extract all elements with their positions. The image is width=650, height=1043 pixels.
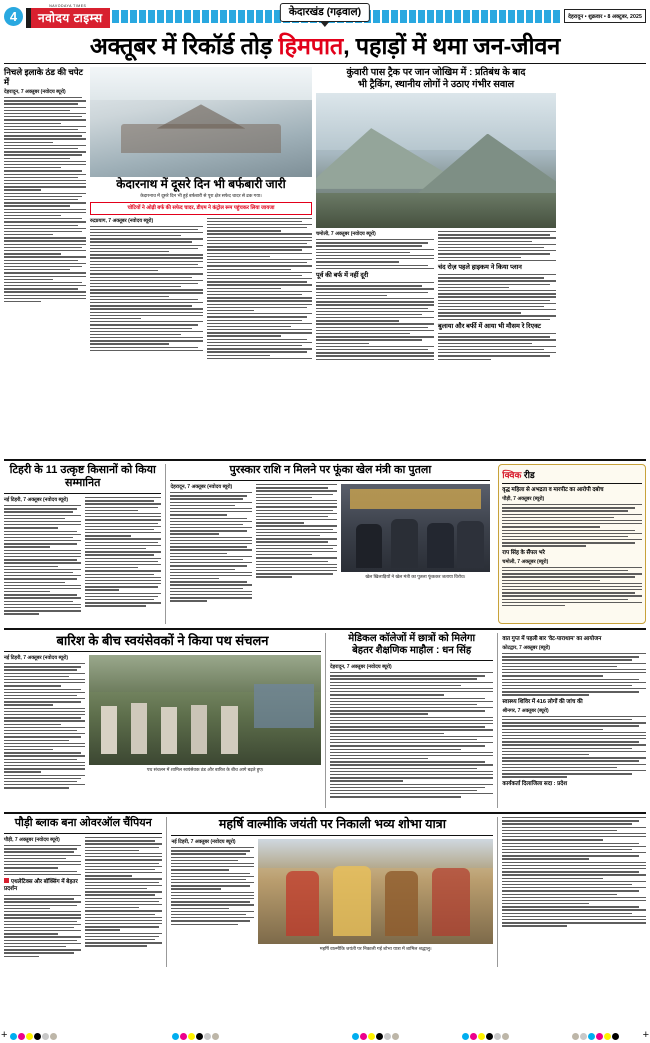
right-story-body-e	[438, 333, 556, 360]
top-section	[4, 67, 646, 455]
right-subhead-3: बुलाया और बर्फी में आया भी मौसम रे रिएक्ट	[438, 323, 541, 330]
quick-read-item-body	[502, 567, 642, 607]
mid-story-dateline: रुद्रप्रयाग, 7 अक्तूबर (नवोदय ब्यूरो)	[90, 217, 154, 224]
lower-section	[4, 633, 646, 808]
color-swatch-group	[572, 1033, 619, 1040]
masthead	[4, 4, 646, 28]
story-d	[325, 633, 493, 808]
story-a-body-a	[4, 505, 81, 615]
print-registration-bar	[0, 1027, 650, 1043]
story-e-subhead	[4, 878, 81, 893]
path-sanchalan-photo	[89, 655, 321, 765]
story-d-headline-line1: मेडिकल कॉलेजों में छात्रों को मिलेगा	[348, 633, 476, 644]
headline-part-1: अक्तूबर में रिकॉर्ड तोड़	[89, 33, 279, 59]
bullet-marker-icon	[4, 878, 9, 883]
quick-read-item-dateline: चमोली, 7 अक्तूबर (ब्यूरो)	[502, 558, 549, 565]
right-subhead-2: चंद रोज़ पहले हाइकम ने किया प्लान	[438, 264, 522, 272]
color-swatch-group	[462, 1033, 509, 1040]
crosshair-icon: +	[1, 1029, 8, 1041]
bottom-right-filler	[497, 817, 646, 967]
story-e-headline: पौड़ी ब्लाक बना ओवरऑल चैंपियन	[14, 817, 152, 829]
story-b-body-b	[256, 484, 337, 578]
story-f-body-a	[171, 847, 254, 925]
story-b-headline: पुरस्कार राशि न मिलने पर फूंका खेल मंत्री का पुतला	[229, 464, 432, 476]
headline-highlight: हिमपात	[278, 33, 344, 59]
publication-logo[interactable]	[26, 4, 110, 28]
quick-read-item-dateline: कोटद्वार, 7 अक्तूबर (ब्यूरो)	[502, 645, 551, 651]
quick-read-item-body	[502, 716, 646, 778]
bottom-section	[4, 817, 646, 967]
crosshair-icon: +	[642, 1029, 649, 1041]
color-swatch-group	[172, 1033, 219, 1040]
quick-read-item-headline: कार्यकर्ता दिलाजिला सदा : प्रदेश	[502, 780, 568, 787]
dateline-box: देहरादून • शुक्रवार • 8 अक्टूबर, 2025	[564, 9, 646, 23]
story-d-body	[330, 672, 493, 798]
mid-photo-headline: केदारनाथ में दूसरे दिन भी बर्फबारी जारी	[116, 177, 286, 191]
story-c-caption: पथ संचलन में शामिल स्वयंसेवक ठंड और बारिश के बीच आगे बढ़ते हुए।	[146, 766, 264, 772]
top-left-column	[4, 67, 86, 455]
color-swatch-group	[352, 1033, 399, 1040]
quick-read-item[interactable]	[502, 487, 642, 547]
story-e-body-b	[4, 895, 81, 957]
mid-red-banner: चोटियों ने ओढ़ी बर्फ की सफेद चादर, डीएम ने कंट्रोल रूम पहुंचकर लिया जायजा	[90, 202, 312, 215]
story-a-dateline: नई टिहरी, 7 अक्तूबर (नवोदय ब्यूरो)	[4, 497, 69, 503]
right-story-body-c	[438, 231, 556, 261]
middle-section	[4, 464, 646, 624]
story-d-headline-line2: बेहतर शैक्षणिक माहौल : धन सिंह	[352, 645, 472, 656]
quick-read-continued	[497, 633, 646, 808]
quick-read-item-headline: राप सिंह के सैंपल भरे	[502, 549, 545, 556]
quick-read-item-headline: स्वास्थ्य शिविर में 416 लोगों की जांच की	[502, 698, 583, 705]
logo-tagline: NAVODAYA TIMES	[49, 4, 87, 8]
right-story-headline-line1: कुंवारी पास ट्रैक पर जान जोखिम में : प्रतिबंध के बाद	[346, 67, 526, 78]
page-number-badge: 4	[4, 7, 23, 26]
mid-photo-caption: केदारनाथ में दूसरे दिन भी हुई बर्फबारी से पूरा क्षेत्र सफेद चादर से ढक गया।	[140, 192, 262, 198]
top-right-column	[316, 67, 556, 455]
story-a-headline: टिहरी के 11 उत्कृष्ट किसानों को किया सम्मानित	[9, 464, 156, 489]
right-story-dateline: चमोली, 7 अक्तूबर (नवोदय ब्यूरो)	[316, 231, 376, 237]
story-f-headline: महर्षि वाल्मीकि जयंती पर निकाली भव्य शोभा यात्रा	[218, 817, 446, 831]
story-e-body-c	[85, 837, 162, 947]
color-swatch-group	[10, 1033, 57, 1040]
section-divider-3	[4, 812, 646, 814]
story-e-dateline: पौड़ी, 7 अक्तूबर (नवोदय ब्यूरो)	[4, 837, 60, 843]
story-c-body-a	[4, 663, 85, 789]
kedarnath-snow-photo	[90, 67, 312, 177]
headline-rule	[4, 63, 646, 64]
mid-story-body-a	[90, 226, 203, 352]
headline-part-2: , पहाड़ों में थमा जन-जीवन	[343, 33, 561, 59]
quick-read-item-dateline: पौड़ी, 7 अक्तूबर (ब्यूरो)	[502, 496, 545, 502]
right-story-body-b	[316, 282, 434, 360]
quick-read-title-rest: रीड	[521, 470, 535, 480]
right-story-body-d	[438, 274, 556, 320]
quick-read-item[interactable]	[502, 699, 646, 778]
story-a	[4, 464, 161, 624]
left-story-body	[4, 97, 86, 302]
page-title	[4, 31, 646, 61]
quick-read-item-headline: वृद्ध महिला से अभद्रता व मारपीट का आरोपी दबोच	[502, 487, 604, 493]
top-middle-column	[90, 67, 312, 455]
quick-read-item[interactable]	[502, 781, 646, 788]
quick-read-item-headline: वात गुप्त में पहली बार 'वेट-पाराथाम' का आयोजन	[502, 636, 602, 642]
logo-nameplate: नवोदय टाइम्स	[26, 8, 110, 28]
story-d-dateline: देहरादून, 7 अक्तूबर (नवोदय ब्यूरो)	[329, 664, 392, 670]
quick-read-item-dateline: श्रीनगर, 7 अक्तूबर (ब्यूरो)	[502, 707, 549, 714]
edition-badge: केदारखंड (गढ़वाल)	[280, 3, 370, 22]
quick-read-item-body	[502, 653, 646, 696]
kuari-pass-photo	[316, 93, 556, 228]
quick-read-title	[502, 468, 642, 481]
story-c	[4, 633, 321, 808]
story-e-body-a	[4, 845, 81, 875]
quick-read-title-accent: क्विक	[502, 470, 522, 480]
shobha-yatra-photo	[258, 839, 493, 944]
story-f-caption: महर्षि वाल्मीकि जयंती पर निकाली गई शोभा यात्रा में शामिल श्रद्धालु।	[319, 945, 432, 951]
section-divider-2	[4, 628, 646, 630]
left-story-headline: निचले इलाके ठंड की चपेट में	[4, 67, 83, 87]
story-b-body-a	[170, 492, 251, 602]
quick-read-item-body	[502, 504, 642, 547]
quick-read-item[interactable]	[502, 550, 642, 607]
story-b	[165, 464, 490, 624]
right-story-body-a	[316, 239, 434, 269]
story-c-headline: बारिश के बीच स्वयंसेवकों ने किया पथ संचलन	[56, 633, 269, 648]
quick-read-item[interactable]	[502, 636, 646, 696]
right-subhead-1: पूर्व की बर्फ में नहीं दूरी	[316, 272, 369, 280]
left-story-dateline: देहरादून, 7 अक्तूबर (नवोदय ब्यूरो)	[4, 89, 66, 95]
quick-read-sidebar	[498, 464, 646, 624]
story-b-caption: खेल खिलाड़ियों ने खेल मंत्री का पुतला फूंककर जताया विरोध।	[365, 573, 466, 579]
protest-photo	[341, 484, 491, 572]
bottom-right-body	[502, 817, 646, 927]
story-b-dateline: देहरादून, 7 अक्तूबर (नवोदय ब्यूरो)	[170, 484, 233, 490]
story-e	[4, 817, 162, 967]
story-f-dateline: नई टिहरी, 7 अक्तूबर (नवोदय ब्यूरो)	[171, 839, 236, 845]
section-divider-1	[4, 459, 646, 461]
story-c-dateline: नई टिहरी, 7 अक्तूबर (नवोदय ब्यूरो)	[4, 655, 69, 661]
story-f	[166, 817, 493, 967]
mid-story-body-b	[207, 218, 312, 360]
story-e-subhead-text: एथलेटिक्स और बॉक्सिंग में बेहतर प्रदर्शन	[4, 879, 78, 893]
right-story-headline-line2: भी ट्रैकिंग, स्थानीय लोगों ने उठाए गंभीर सवाल	[357, 78, 515, 90]
story-a-body-b	[85, 497, 162, 607]
